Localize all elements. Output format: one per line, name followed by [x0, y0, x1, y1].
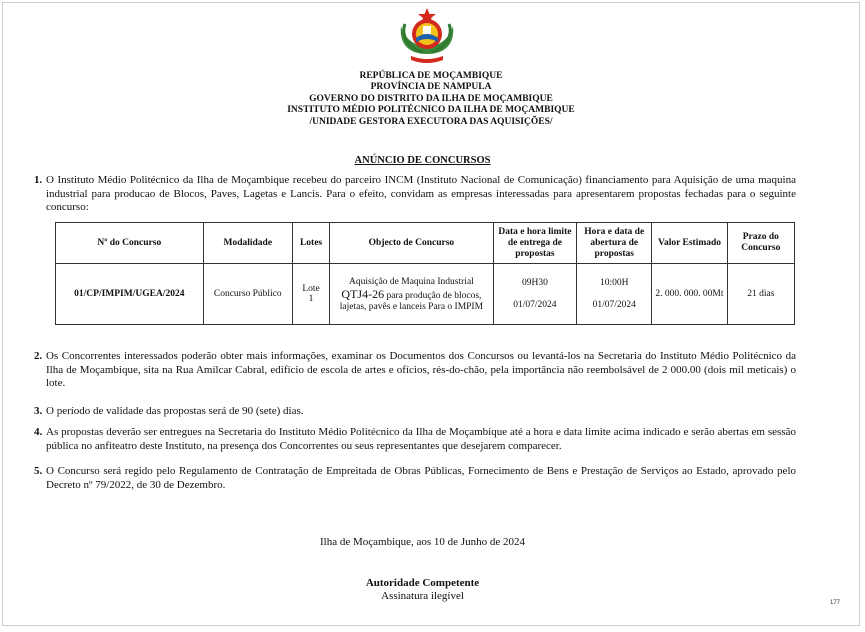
paragraph-5: 5. O Concurso será regido pelo Regulamento de Contratação de Empreitada de Obras Públicas, Fornecimento de Bens e Prestação de Serviços ao Estado, aprovado pelo Decreto nº 79/2022, de 30 de Dezembro. — [34, 465, 796, 491]
document-header — [0, 71, 862, 128]
header-republic: REPÚBLICA DE MOÇAMBIQUE — [359, 71, 503, 81]
header-province: PROVÍNCIA DE NAMPULA — [370, 82, 492, 93]
cell-abertura: 10:00H 01/07/2024 — [577, 264, 652, 325]
cell-valor: 2. 000. 000. 00Mt — [652, 264, 727, 325]
paragraph-2: 2. Os Concorrentes interessados poderão obter mais informações, examinar os Documentos dos Concursos ou levantá-los na Secretaria do Instituto Médio Politécnico da Ilha de Moçambique, sita na Rua Amílcar Cabral, edifício de escola de artes e ofícios, rés-do-chão, pela importância não reembolsável de 2 000.00 (dois mil meticais) o lote. — [34, 350, 796, 390]
equipment-code: QTJ4-26 — [341, 286, 385, 301]
header-lotes: Lotes — [292, 223, 329, 264]
header-prazo: Prazo do Concurso — [727, 223, 794, 264]
cell-modalidade: Concurso Público — [203, 264, 292, 325]
header-modalidade: Modalidade — [203, 223, 292, 264]
tender-table — [55, 222, 795, 325]
national-emblem-icon — [393, 4, 461, 68]
cell-numero: 01/CP/IMPIM/UGEA/2024 — [56, 264, 204, 325]
paragraph-4: 4. As propostas deverão ser entregues na Secretaria do Instituto Médio Politécnico da Ilha de Moçambique até a hora e data limite acima indicado e serão abertas em sessão pública no anfiteatro deste Instituto, na presença dos Concorrentes ou seus representantes que desejarem comparecer. — [34, 426, 796, 452]
paragraph-1: 1. O Instituto Médio Politécnico da Ilha de Moçambique recebeu do parceiro INCM (Instituto Nacional de Comunicação) financiamento para Aquisição de uma maquina industrial para producao de Blocos, Paves, Lagetas e Lancis. Para o efeito, convidam as empresas interessadas para apresentarem propostas fechadas para o seguinte concurso: — [34, 174, 796, 214]
authority-title: Autoridade Competente — [365, 577, 480, 589]
place-and-date: Ilha de Moçambique, aos 10 de Junho de 2024 — [320, 536, 525, 548]
header-objecto: Objecto de Concurso — [330, 223, 494, 264]
cell-prazo: 21 dias — [727, 264, 794, 325]
table-header-row — [56, 223, 795, 264]
header-institute: INSTITUTO MÉDIO POLITÉCNICO DA ILHA DE MOÇAMBIQUE — [287, 105, 575, 116]
header-district-government: GOVERNO DO DISTRITO DA ILHA DE MOÇAMBIQUE — [309, 93, 553, 104]
header-limite: Data e hora limite de entrega de propostas — [493, 223, 576, 264]
document-title: ANÚNCIO DE CONCURSOS — [354, 155, 491, 166]
cell-limite: 09H30 01/07/2024 — [493, 264, 576, 325]
page-number: 177 — [830, 600, 841, 606]
header-abertura: Hora e data de abertura de propostas — [577, 223, 652, 264]
cell-objecto: Aquisição de Maquina Industrial QTJ4-26 para produção de blocos, lajetas, pavês e lanceis Para o IMPIM — [330, 264, 494, 325]
cell-lotes: Lote 1 — [292, 264, 329, 325]
header-unit: /UNIDADE GESTORA EXECUTORA DAS AQUISIÇÕES/ — [309, 116, 553, 127]
table-row — [56, 264, 795, 325]
header-numero: Nº do Concurso — [56, 223, 204, 264]
paragraph-3: 3. O período de validade das propostas será de 90 (sete) dias. — [34, 405, 304, 417]
header-valor: Valor Estimado — [652, 223, 727, 264]
signature-note: Assinatura ilegível — [381, 590, 464, 602]
